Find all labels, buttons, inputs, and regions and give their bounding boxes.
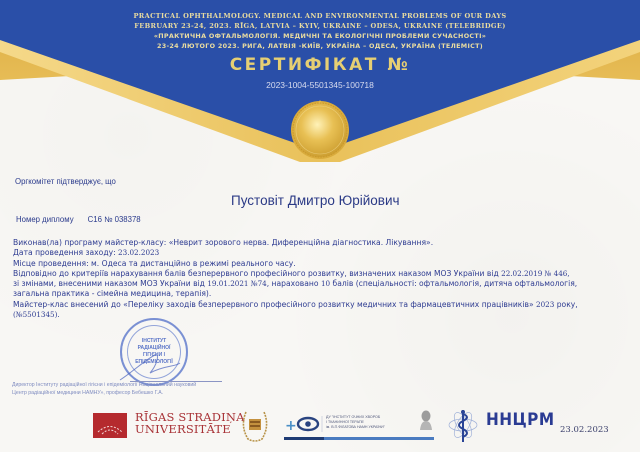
points-value: 10 (320, 279, 331, 289)
filatov-line: ДУ "ІНСТИТУТ ОЧНИХ ХВОРОБ (326, 415, 381, 419)
filatov-logo-text (326, 415, 385, 430)
bust-portrait-icon (419, 409, 433, 431)
rsu-name-line-2: UNIVERSITĀTE (135, 422, 231, 436)
diploma-number: С16 № 038378 (87, 215, 141, 224)
filatov-line: І ТКАНИННОЇ ТЕРАПІЇ (326, 420, 364, 424)
list-text: року, (554, 299, 578, 309)
program-line (13, 238, 633, 248)
stamp-line: ІНСТИТУТ (141, 338, 167, 344)
director-line-1: Директор Інституту радіаційної гігієни і епідеміології Національний науковий (12, 382, 197, 388)
diploma-label: Номер диплому (16, 215, 74, 224)
recipient-name: Пустовіт Дмитро Юрійович (231, 193, 400, 208)
date-value: 23.02.2023 (118, 248, 160, 258)
header-line-ua-2: 23-24 ЛЮТОГО 2023. РИГА, ЛАТВІЯ -КИЇВ, УКРАЇНА – ОДЕСА, УКРАЇНА (ТЕЛЕМІСТ) (156, 42, 484, 50)
rsu-logo-mark (93, 413, 127, 438)
laurel-crest-icon (240, 406, 270, 444)
header-line-en-2: FEBRUARY 23-24, 2023. RĪGA, LATVIA – KYIV, UKRAINE – ODESA, UKRAINE (TELEBRIDGE) (134, 22, 506, 30)
order-446-ref: 22.02.2019 № 446, (501, 268, 570, 278)
confirm-label: Оргкомітет підтверджує, що (15, 177, 116, 186)
header-line-en-1: PRACTICAL OPHTHALMOLOGY. MEDICAL AND ENVIRONMENTAL PROBLEMS OF OUR DAYS (133, 12, 507, 20)
rsu-name-line-1: RĪGAS STRADIŅA (135, 410, 245, 424)
plus-o-mark: + (285, 418, 297, 434)
certificate-body (13, 238, 633, 320)
list-id: (№5501345). (13, 310, 60, 320)
director-caption (12, 381, 196, 397)
specialties-text: балів (спеціальності: офтальмологія, дитяча офтальмологія, (330, 279, 578, 289)
stamp-line: ЕПІДЕМІОЛОГІЇ (135, 359, 173, 365)
footer-date: 23.02.2023 (560, 425, 609, 435)
order-74-ref: 19.01.2021 №74 (207, 279, 267, 289)
place-line: Місце проведення: м. Одеса та дистанційно в режимі реального часу. (13, 258, 296, 268)
nccrm-logo-text: ННЦРМ (486, 410, 555, 430)
criteria-text: Відповідно до критеріїв нарахування балів безперервного професійного розвитку, визначених наказом МОЗ України від (13, 268, 502, 278)
criteria-line-2 (13, 279, 633, 289)
director-line-2: Центр радіаційної медицини НАМНУ», професор Бебешко Г.А. (12, 390, 164, 396)
criteria-line-3: загальна практика - сімейна медицина, терапія). (13, 289, 212, 299)
date-label: Дата проведення заходу: (13, 248, 119, 258)
diploma-row (16, 215, 141, 224)
certificate-title: СЕРТИФІКАТ № (229, 55, 411, 75)
criteria-line-1 (13, 269, 633, 279)
criteria-text: , нараховано (266, 279, 321, 289)
signature-scribble (115, 345, 185, 385)
program-title: «Неврит зорового нерва. Диференційна діагностика. Лікування». (168, 238, 434, 247)
nccrm-caduceus-icon (446, 406, 480, 444)
date-line (13, 248, 633, 258)
criteria-text: зі змінами, внесеними наказом МОЗ України від (13, 279, 208, 289)
stamp-line: ГІГІЄНИ І (143, 352, 165, 358)
list-line (13, 300, 633, 310)
program-label: Виконав(ла) програму майстер-класу: (13, 238, 169, 247)
filatov-line: ім. В.П.ФІЛАТОВА НАМН УКРАЇНИ" (326, 425, 385, 429)
rsu-arc-icon (93, 413, 127, 438)
list-text: Майстер-клас внесений до «Переліку заходів безперервного професійного розвитку медичних та фармацевтичних працівників» (13, 299, 537, 309)
stamp-line: РАДІАЦІЙНОЇ (137, 345, 171, 351)
header-line-ua-1: «ПРАКТИЧНА ОФТАЛЬМОЛОГІЯ. МЕДИЧНІ ТА ЕКОЛОГІЧНІ ПРОБЛЕМИ СУЧАСНОСТІ» (153, 32, 487, 40)
rsu-logo-text (135, 411, 245, 435)
certificate-number: 2023-1004-5501345-100718 (266, 80, 374, 90)
list-year: 2023 (536, 299, 555, 309)
